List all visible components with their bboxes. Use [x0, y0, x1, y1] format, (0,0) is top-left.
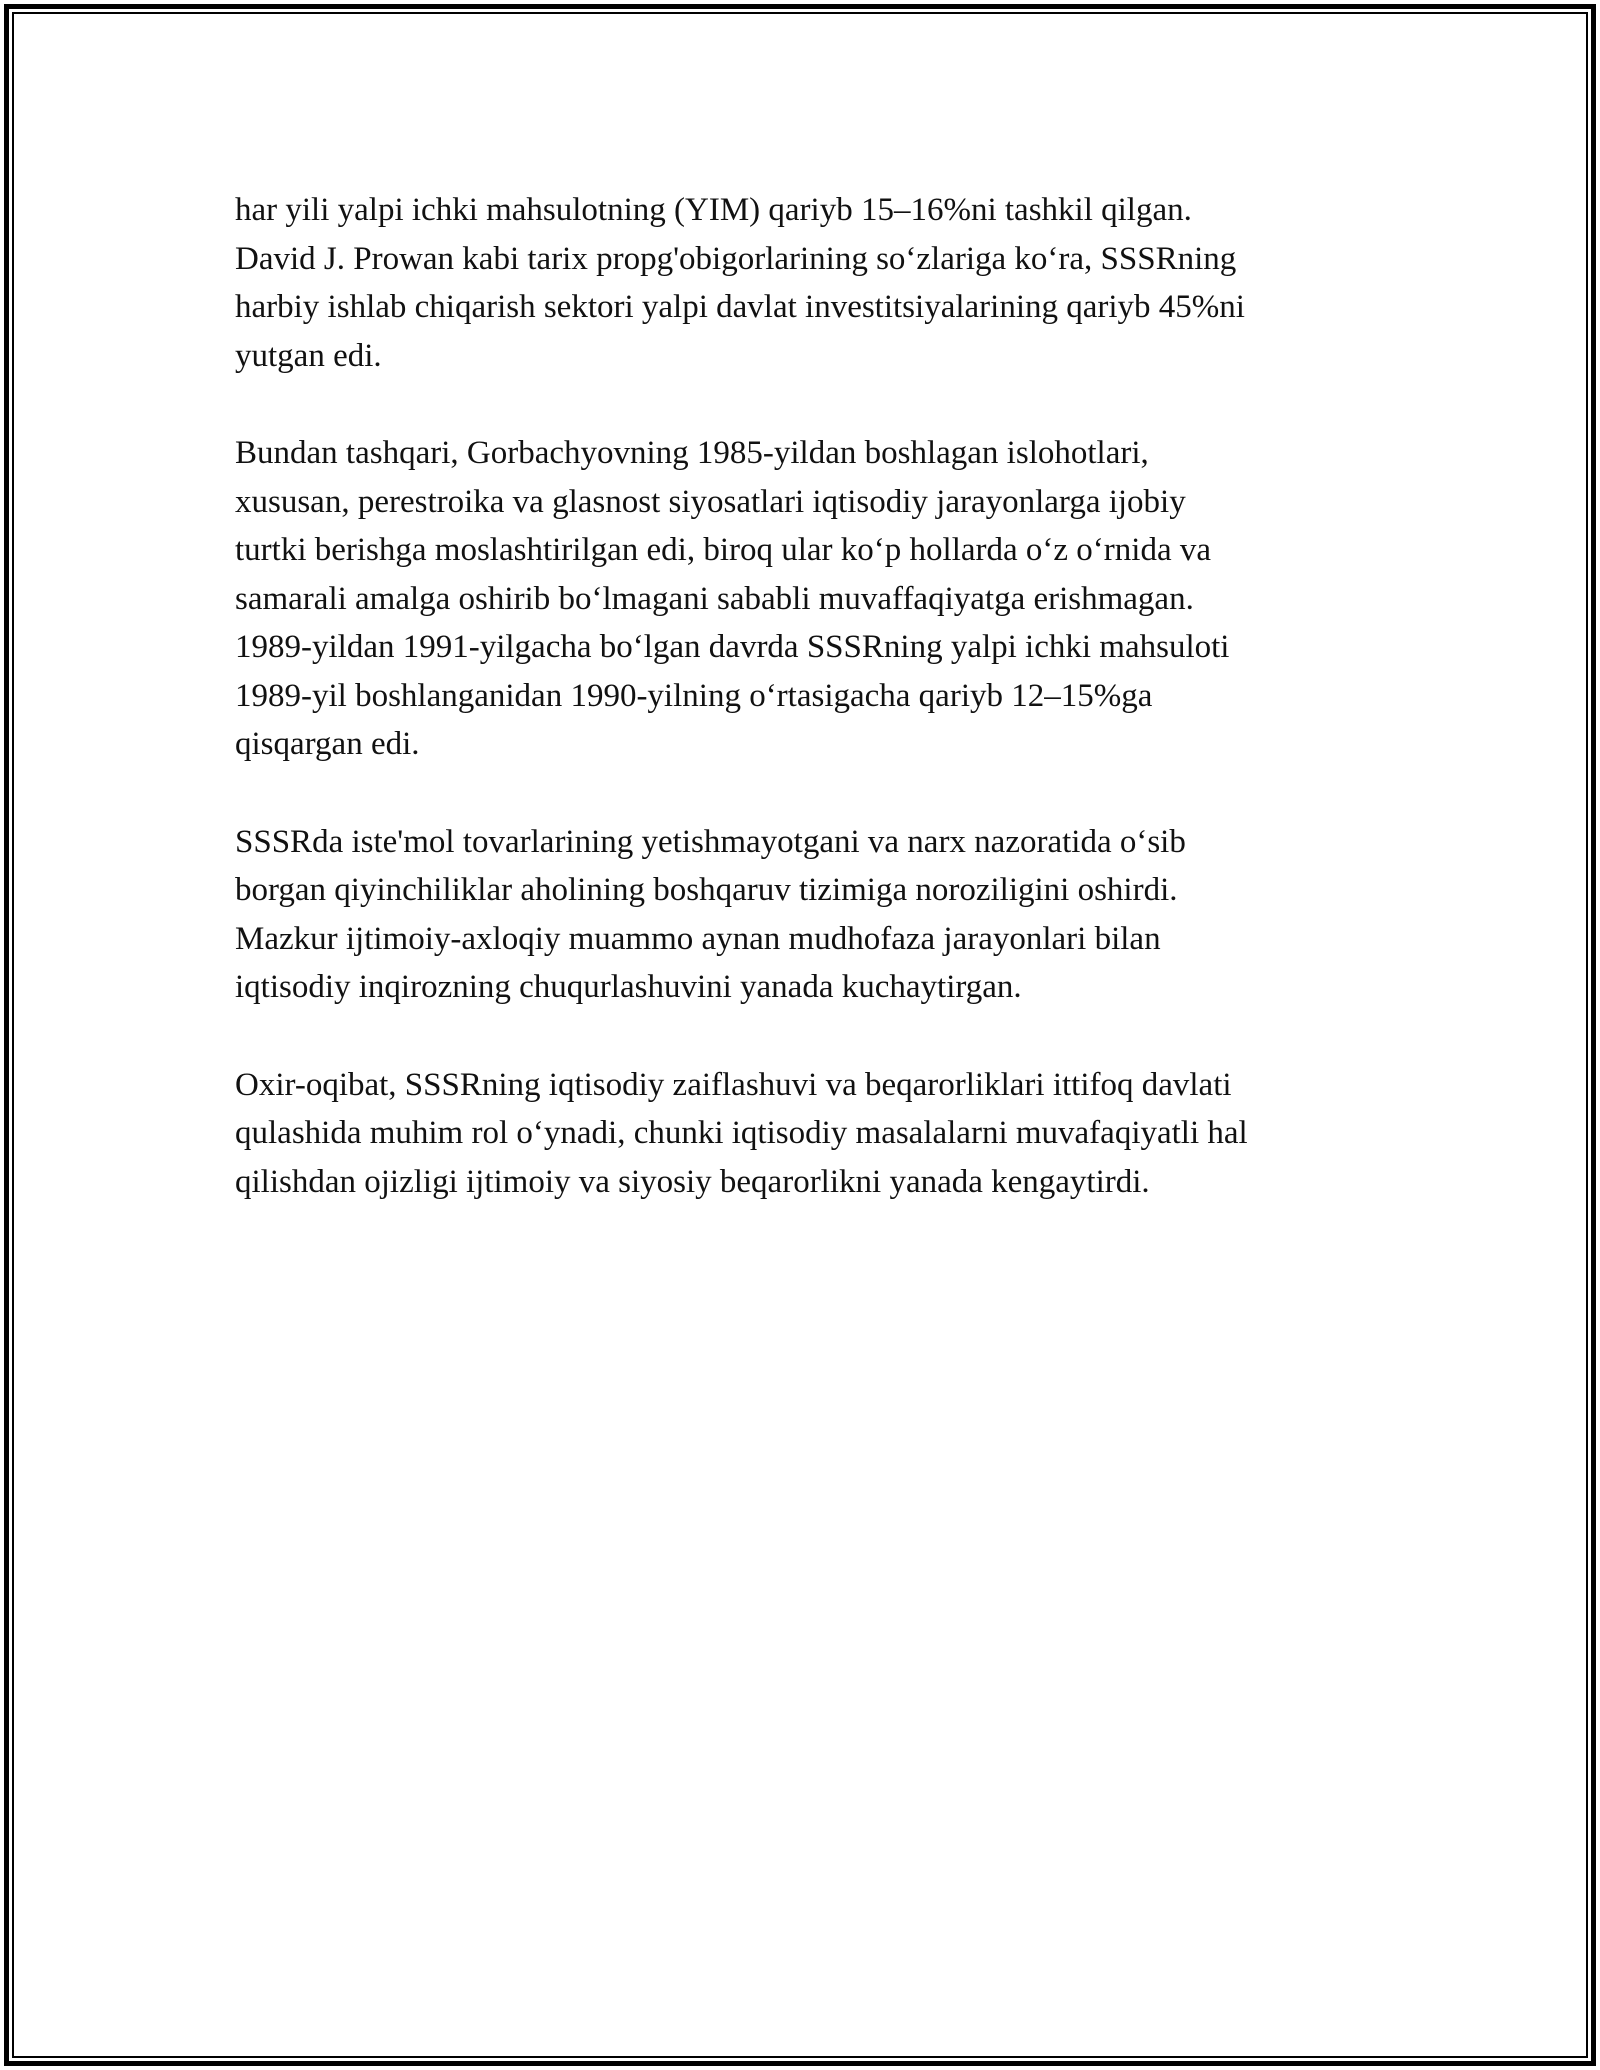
paragraph-2: Bundan tashqari, Gorbachyovning 1985-yildan boshlagan islohotlari, xususan, perestroika va glasnost siyosatlari iqtisodiy jarayonlarga ijobiy turtki berishga moslashtirilgan edi, biroq ular ko‘p hollarda o‘z o‘rnida va samarali amalga oshirib bo‘lmagani sababli muvaffaqiyatga erishmagan. 1989-yildan 1991-yilgacha bo‘lgan davrda SSSRning yalpi ichki mahsuloti 1989-yil boshlanganidan 1990-yilning o‘rtasigacha qariyb 12–15%ga qisqargan edi. [235, 435, 1230, 762]
paragraph-3: SSSRda iste'mol tovarlarining yetishmayotgani va narx nazoratida o‘sib borgan qiyinchiliklar aholining boshqaruv tizimiga noroziligini oshirdi. Mazkur ijtimoiy-axloqiy muammo aynan mudhofaza jarayonlari bilan iqtisodiy inqirozning chuqurlashuvini yanada kuchaytirgan. [235, 823, 1186, 1005]
paragraph-1: har yili yalpi ichki mahsulotning (YIM) qariyb 15–16%ni tashkil qilgan. David J. Prowan kabi tarix propg'obigorlarining so‘zlariga ko‘ra, SSSRning harbiy ishlab chiqarish sektori yalpi davlat investitsiyalarining qariyb 45%ni yutgan edi. [235, 192, 1245, 374]
document-body [235, 186, 1395, 1255]
paragraph-4: Oxir-oqibat, SSSRning iqtisodiy zaiflashuvi va beqarorliklari ittifoq davlati qulashida muhim rol o‘ynadi, chunki iqtisodiy masalalarni muvafaqiyatli hal qilishdan ojizligi ijtimoiy va siyosiy beqarorlikni yanada kengaytirdi. [235, 1066, 1248, 1200]
